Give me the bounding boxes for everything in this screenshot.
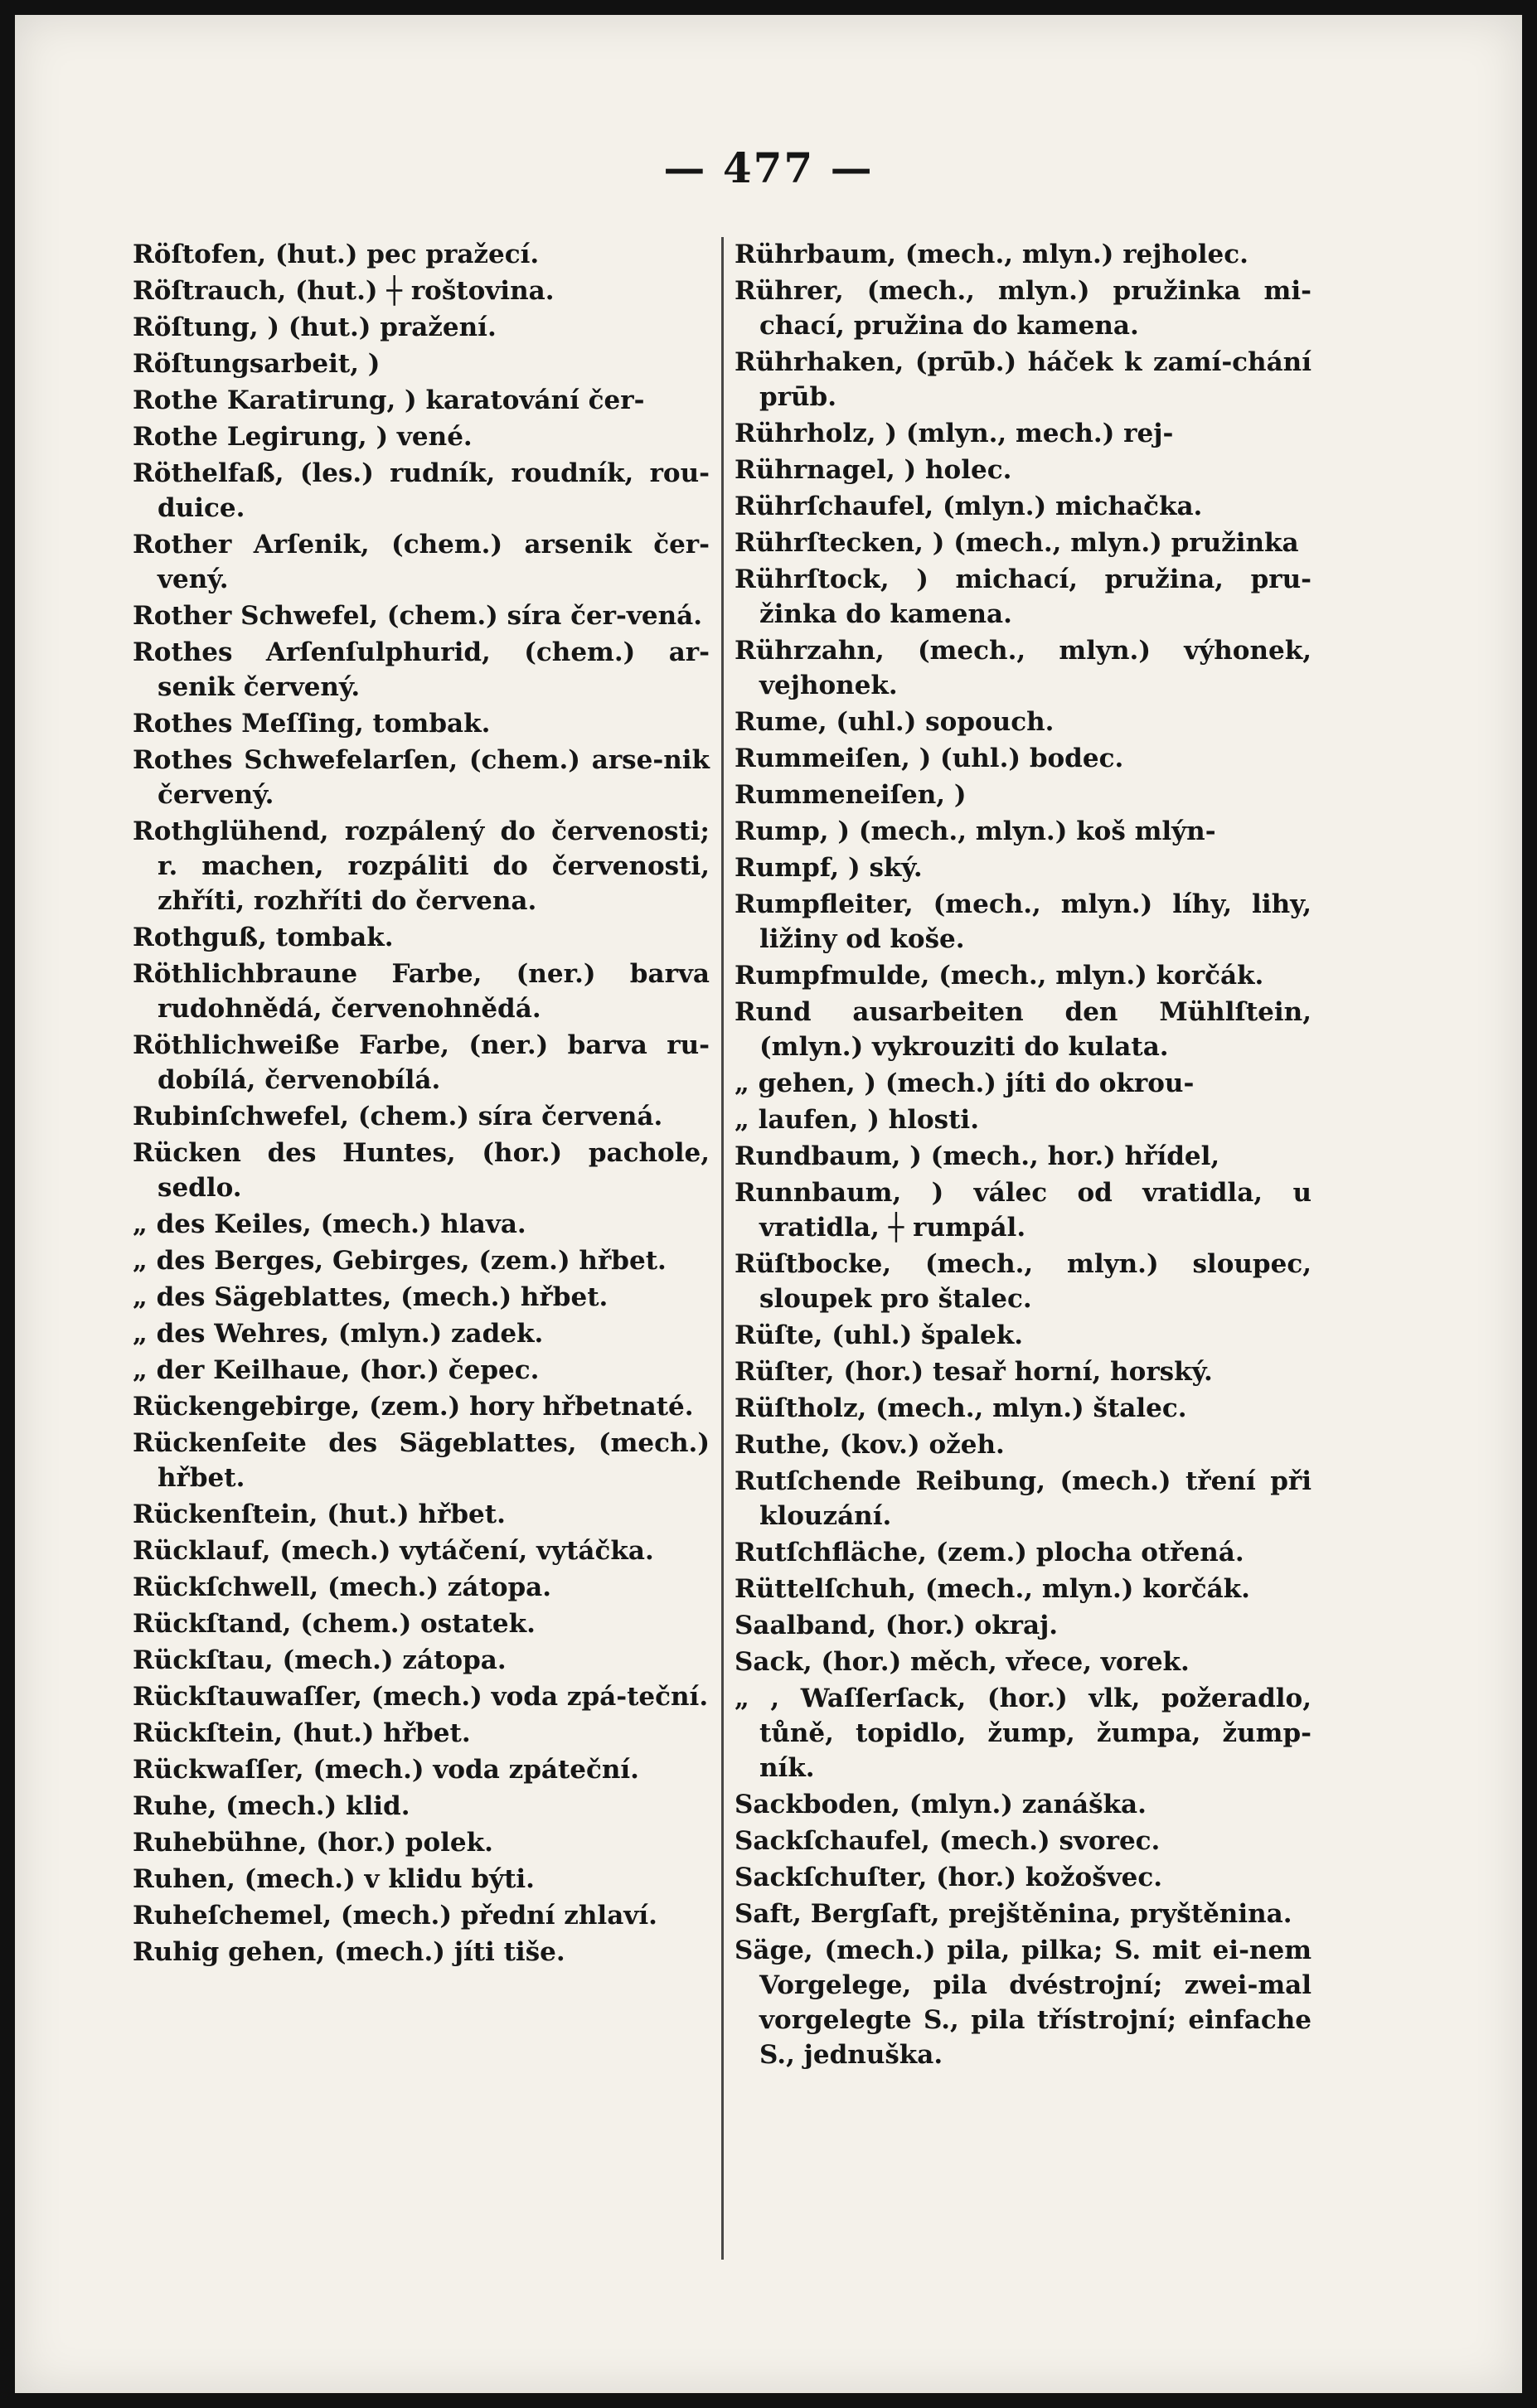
left-column — [133, 237, 710, 1971]
dictionary-entry: Sackboden, (mlyn.) zanáška. — [735, 1790, 1147, 1819]
dictionary-entry: Rundbaum, ) (mech., hor.) hřídel, — [735, 1141, 1220, 1171]
dictionary-entry: Ruthe, (kov.) ožeh. — [735, 1430, 1005, 1460]
dictionary-entry: Rückſtau, (mech.) zátopa. — [133, 1645, 507, 1675]
dictionary-entry: Rutſchende Reibung, (mech.) tření při klouzání. — [735, 1466, 1312, 1531]
dictionary-entry: Rückſtein, (hut.) hřbet. — [133, 1718, 471, 1748]
dictionary-entry: Rothes Schwefelarſen, (chem.) arse-nik červený. — [133, 745, 710, 810]
dictionary-entry: Rührſtecken, ) (mech., mlyn.) pružinka — [735, 528, 1299, 558]
dictionary-entry: Rührſchaufel, (mlyn.) michačka. — [735, 492, 1203, 521]
dictionary-entry: Runnbaum, ) válec od vratidla, u vratidla, ┼ rumpál. — [735, 1178, 1312, 1243]
dictionary-entry: „ des Wehres, (mlyn.) zadek. — [133, 1319, 544, 1349]
dictionary-entry: Sackſchuſter, (hor.) kožošvec. — [735, 1863, 1163, 1892]
right-column — [735, 237, 1312, 2074]
dictionary-entry: Rumpf, ) ský. — [735, 853, 923, 883]
dictionary-entry: Sackſchaufel, (mech.) svorec. — [735, 1826, 1161, 1856]
dictionary-entry: Rothes Meſſing, tombak. — [133, 709, 491, 739]
dictionary-entry: Rührbaum, (mech., mlyn.) rejholec. — [735, 240, 1249, 269]
dictionary-entry: „ laufen, ) hlosti. — [735, 1105, 979, 1135]
dictionary-entry: „ des Sägeblattes, (mech.) hřbet. — [133, 1282, 608, 1312]
dictionary-entry: Rückenſeite des Sägeblattes, (mech.) hřbet. — [133, 1428, 710, 1493]
dictionary-entry: Rüſter, (hor.) tesař horní, horský. — [735, 1357, 1213, 1387]
dictionary-entry: Saft, Bergſaft, prejštěnina, pryštěnina. — [735, 1899, 1292, 1929]
dictionary-entry: Rührſtock, ) michací, pružina, pru-žinka do kamena. — [735, 564, 1312, 629]
dictionary-entry: Ruheſchemel, (mech.) přední zhlaví. — [133, 1901, 657, 1931]
dictionary-entry: Rothe Karatirung, ) karatování čer- — [133, 385, 645, 415]
dictionary-entry: „ , Waſſerſack, (hor.) vlk, požeradlo, tůně, topidlo, žump, žumpa, žump-ník. — [735, 1684, 1312, 1783]
dictionary-entry: Ruhe, (mech.) klid. — [133, 1791, 410, 1821]
dictionary-entry: Rubinſchwefel, (chem.) síra červená. — [133, 1102, 663, 1131]
dictionary-entry: Rund ausarbeiten den Mühlſtein, (mlyn.) vykrouziti do kulata. — [735, 997, 1312, 1062]
dictionary-entry: Rüſte, (uhl.) špalek. — [735, 1320, 1024, 1350]
dictionary-entry: Röſtung, ) (hut.) pražení. — [133, 313, 497, 342]
dictionary-entry: Ruhig gehen, (mech.) jíti tiše. — [133, 1937, 565, 1967]
dictionary-entry: Rother Arſenik, (chem.) arsenik čer-vený. — [133, 530, 710, 594]
dictionary-entry: Rührzahn, (mech., mlyn.) výhonek, vejhonek. — [735, 636, 1312, 700]
dictionary-entry: Röthelfaß, (les.) rudník, roudník, rou-duice. — [133, 458, 710, 523]
dictionary-entry: Röſtungsarbeit, ) — [133, 349, 381, 379]
dictionary-entry: Rüſtbocke, (mech., mlyn.) sloupec, sloupek pro štalec. — [735, 1249, 1312, 1314]
dictionary-entry: Rückſchwell, (mech.) zátopa. — [133, 1572, 552, 1602]
dictionary-entry: „ gehen, ) (mech.) jíti do okrou- — [735, 1068, 1195, 1098]
dictionary-entry: Sack, (hor.) měch, vřece, vorek. — [735, 1647, 1190, 1677]
dictionary-entry: Röſtofen, (hut.) pec pražecí. — [133, 240, 540, 269]
dictionary-entry: Rückwaſſer, (mech.) voda zpáteční. — [133, 1755, 639, 1785]
dictionary-entry: Rückengebirge, (zem.) hory hřbetnaté. — [133, 1392, 694, 1422]
dictionary-entry: Rumpfmulde, (mech., mlyn.) korčák. — [735, 961, 1264, 991]
dictionary-entry: Rührnagel, ) holec. — [735, 455, 1012, 485]
dictionary-entry: Rothguß, tombak. — [133, 923, 394, 952]
dictionary-entry: Rothe Legirung, ) vené. — [133, 422, 473, 452]
dictionary-entry: „ der Keilhaue, (hor.) čepec. — [133, 1355, 540, 1385]
dictionary-entry: Rutſchfläche, (zem.) plocha otřená. — [735, 1538, 1244, 1567]
dictionary-entry: Rother Schwefel, (chem.) síra čer-vená. — [133, 601, 703, 631]
dictionary-entry: Rüttelſchuh, (mech., mlyn.) korčák. — [735, 1574, 1250, 1604]
dictionary-entry: Rummeiſen, ) (uhl.) bodec. — [735, 744, 1124, 773]
dictionary-entry: „ des Berges, Gebirges, (zem.) hřbet. — [133, 1246, 667, 1276]
dictionary-entry: Rücken des Huntes, (hor.) pachole, sedlo. — [133, 1138, 710, 1203]
dictionary-entry: Rückſtauwaſſer, (mech.) voda zpá-teční. — [133, 1682, 709, 1712]
dictionary-entry: Rückſtand, (chem.) ostatek. — [133, 1609, 536, 1639]
dictionary-entry: Rücklauf, (mech.) vytáčení, vytáčka. — [133, 1536, 654, 1566]
dictionary-entry: „ des Keiles, (mech.) hlava. — [133, 1209, 526, 1239]
dictionary-entry: Rührhaken, (prūb.) háček k zamí-chání prūb. — [735, 347, 1312, 412]
dictionary-entry: Rothes Arſenſulphurid, (chem.) ar-senik červený. — [133, 637, 710, 702]
dictionary-entry: Röthlichweiße Farbe, (ner.) barva ru-dobílá, červenobílá. — [133, 1030, 710, 1095]
dictionary-entry: Rume, (uhl.) sopouch. — [735, 707, 1055, 737]
dictionary-entry: Röſtrauch, (hut.) ┼ roštovina. — [133, 276, 555, 306]
dictionary-entry: Rumpfleiter, (mech., mlyn.) líhy, lihy, ližiny od koše. — [735, 889, 1312, 954]
dictionary-entry: Ruhebühne, (hor.) polek. — [133, 1828, 493, 1858]
dictionary-entry: Rummeneiſen, ) — [735, 780, 967, 810]
dictionary-entry: Ruhen, (mech.) v klidu býti. — [133, 1864, 535, 1894]
dictionary-entry: Röthlichbraune Farbe, (ner.) barva rudohnědá, červenohnědá. — [133, 959, 710, 1024]
dictionary-entry: Saalband, (hor.) okraj. — [735, 1611, 1059, 1640]
dictionary-entry: Rump, ) (mech., mlyn.) koš mlýn- — [735, 816, 1216, 846]
page-number: — 477 — — [663, 143, 874, 192]
dictionary-entry: Rüſtholz, (mech., mlyn.) štalec. — [735, 1393, 1187, 1423]
dictionary-entry: Rückenſtein, (hut.) hřbet. — [133, 1500, 506, 1529]
dictionary-entry: Säge, (mech.) pila, pilka; S. mit ei-nem Vorgelege, pila dvéstrojní; zwei-mal vorgelegte S., pila třístrojní; einfache S., jednuška. — [735, 1936, 1312, 2070]
dictionary-entry: Rührholz, ) (mlyn., mech.) rej- — [735, 419, 1174, 448]
dictionary-entry: Rührer, (mech., mlyn.) pružinka mi-chací, pružina do kamena. — [735, 276, 1312, 341]
dictionary-page — [15, 15, 1522, 2393]
column-divider — [721, 237, 724, 2260]
dictionary-entry: Rothglühend, rozpálený do červenosti; r. machen, rozpáliti do červenosti, zhříti, rozhříti do červena. — [133, 816, 710, 916]
